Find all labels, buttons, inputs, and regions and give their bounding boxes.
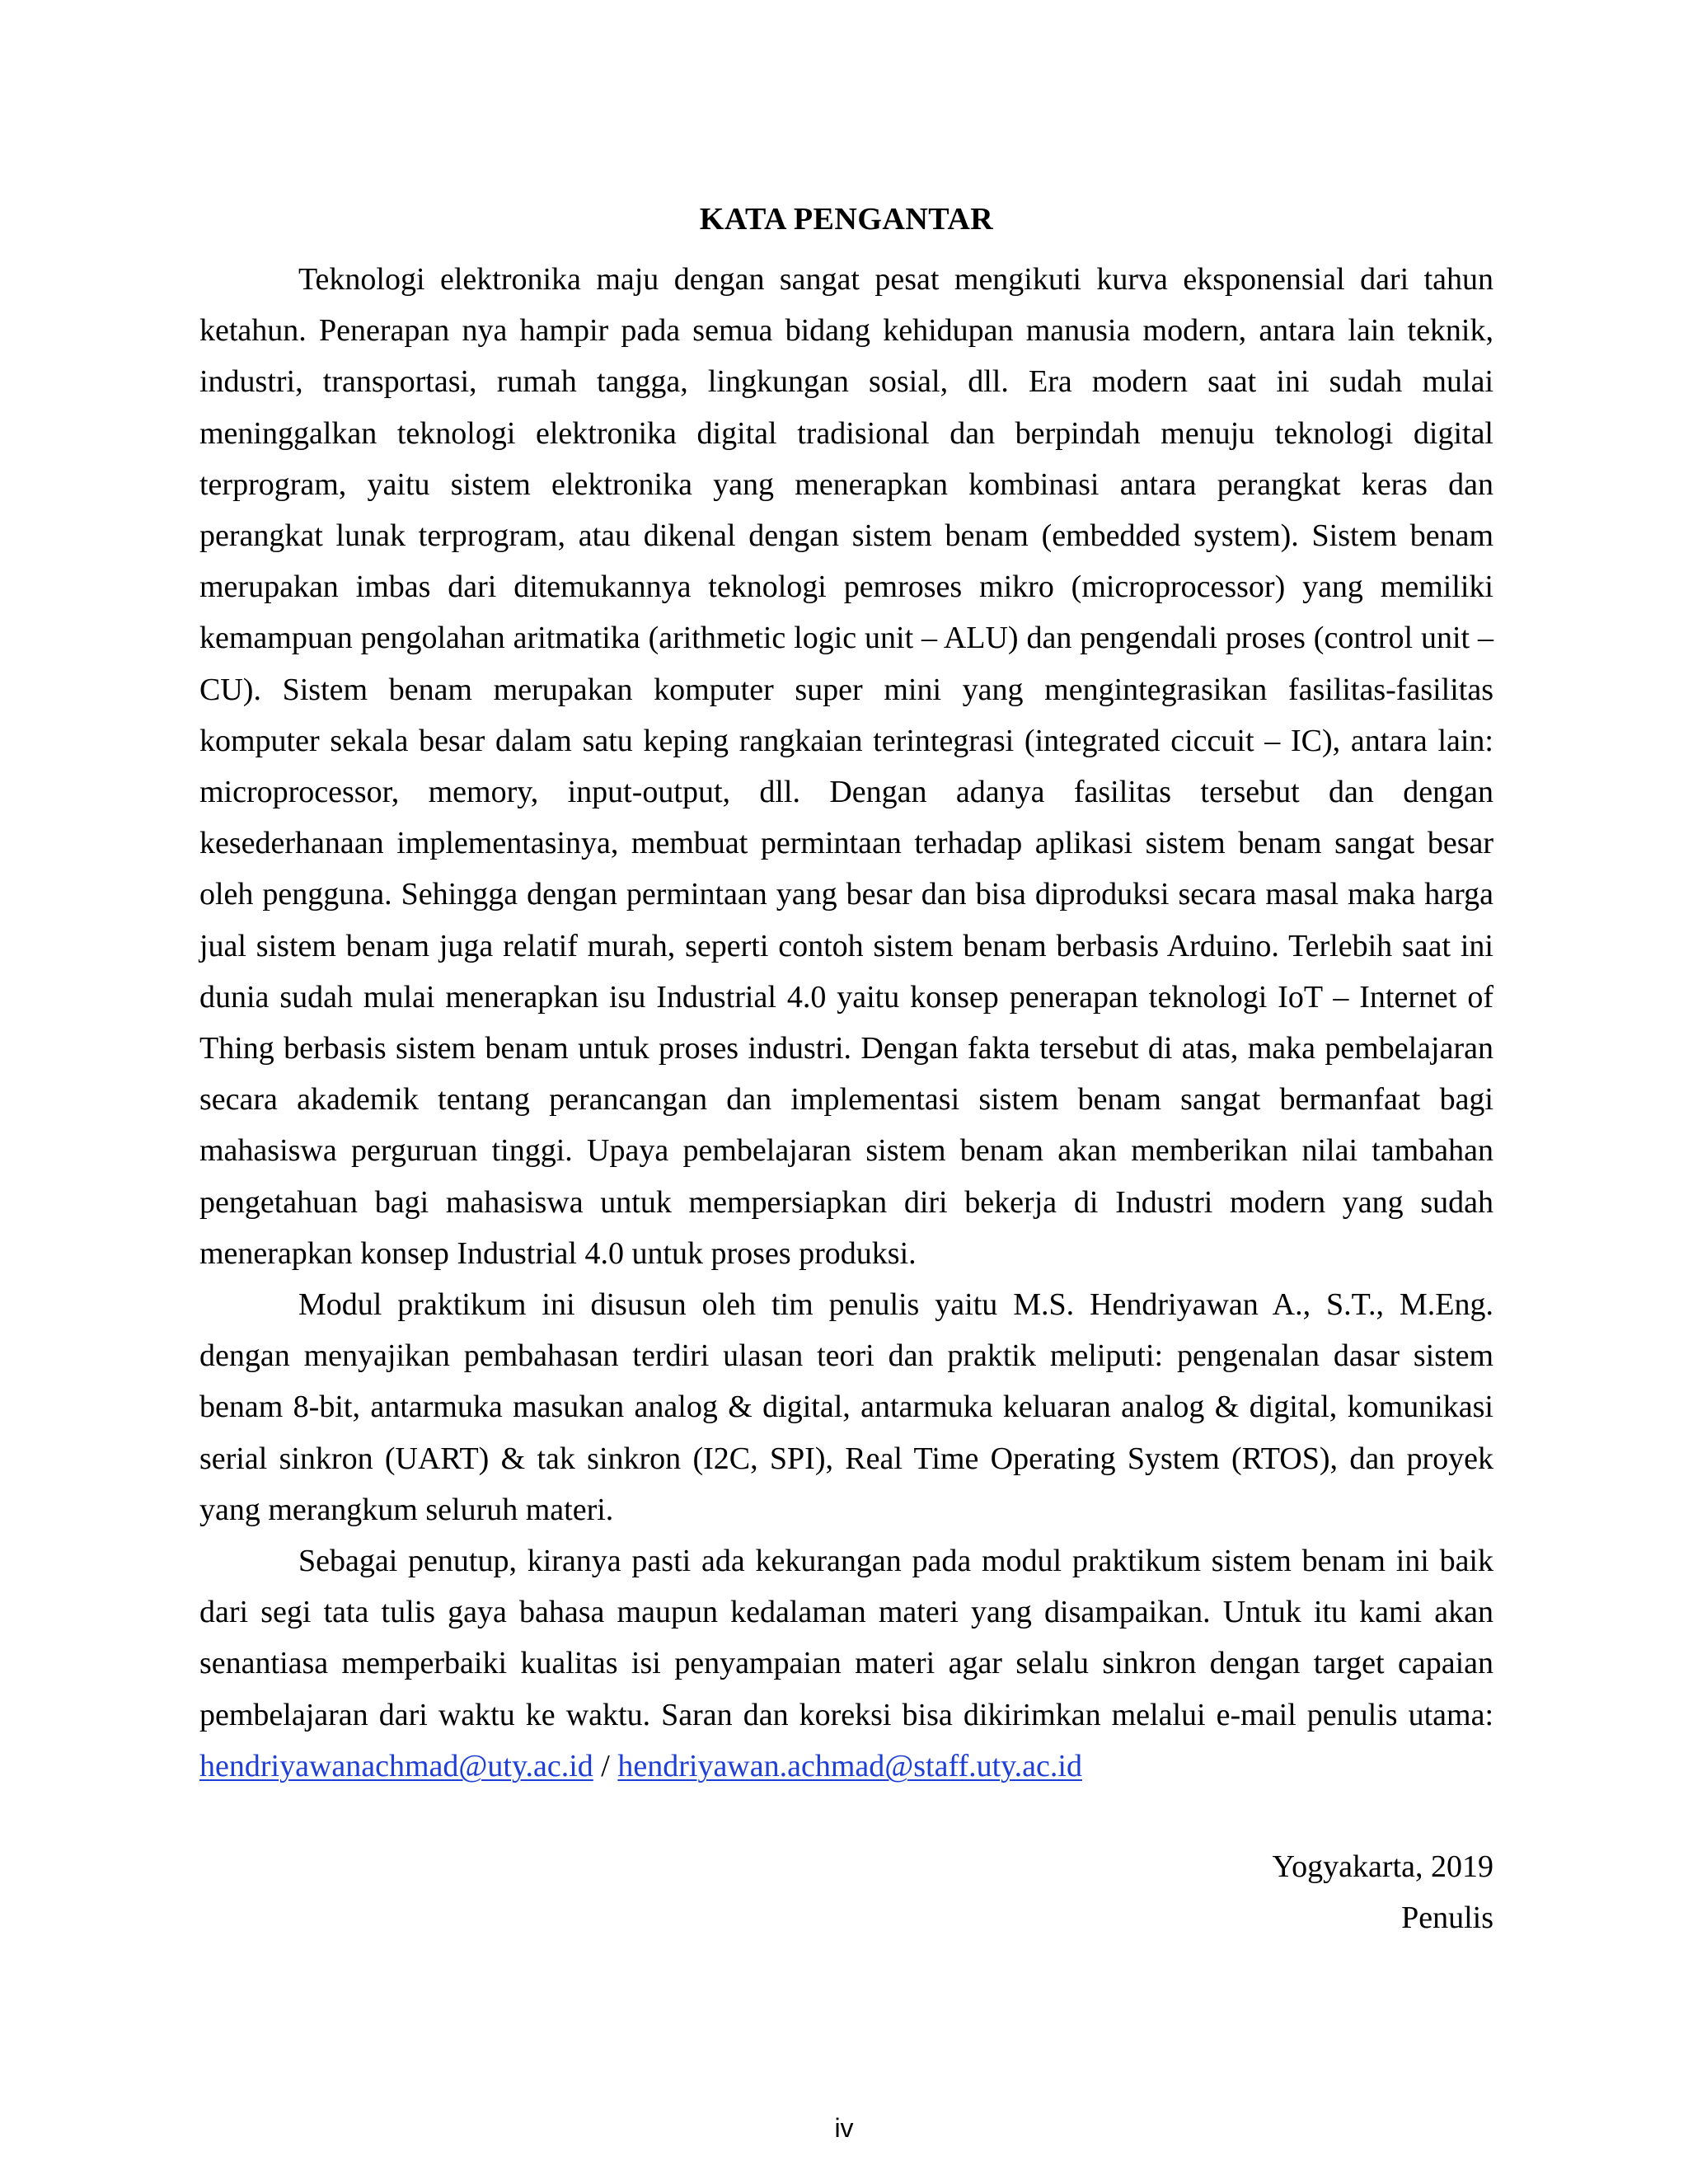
page-number: iv: [834, 2113, 854, 2143]
paragraph-module: Modul praktikum ini disusun oleh tim penulis yaitu M.S. Hendriyawan A., S.T., M.Eng. dengan menyajikan pembahasan terdiri ulasan teori dan praktik meliputi: pengenalan dasar sistem benam 8-bit, antarmuka masukan analog & digital, antarmuka keluaran analog & digital, komunikasi serial sinkron (UART) & tak sinkron (I2C, SPI), Real Time Operating System (RTOS), dan proyek yang merangkum seluruh materi.: [199, 1287, 1493, 1527]
paragraph-intro: Teknologi elektronika maju dengan sangat pesat mengikuti kurva eksponensial dari tahun ketahun. Penerapan nya hampir pada semua bidang kehidupan manusia modern, antara lain teknik, industri, transportasi, rumah tangga, lingkungan sosial, dll. Era modern saat ini sudah mulai meninggalkan teknologi elektronika digital tradisional dan berpindah menuju teknologi digital terprogram, yaitu sistem elektronika yang menerapkan kombinasi antara perangkat keras dan perangkat lunak terprogram, atau dikenal dengan sistem benam (embedded system). Sistem benam merupakan imbas dari ditemukannya teknologi pemroses mikro (microprocessor) yang memiliki kemampuan pengolahan aritmatika (arithmetic logic unit – ALU) dan pengendali proses (control unit – CU). Sistem benam merupakan komputer super mini yang mengintegrasikan fasilitas-fasilitas komputer sekala besar dalam satu keping rangkaian terintegrasi (integrated ciccuit – IC), antara lain: microprocessor, memory, input-output, dll. Dengan adanya fasilitas tersebut dan dengan kesederhanaan implementasinya, membuat permintaan terhadap aplikasi sistem benam sangat besar oleh pengguna. Sehingga dengan permintaan yang besar dan bisa diproduksi secara masal maka harga jual sistem benam juga relatif murah, seperti contoh sistem benam berbasis Arduino. Terlebih saat ini dunia sudah mulai menerapkan isu Industrial 4.0 yaitu konsep penerapan teknologi IoT – Internet of Thing berbasis sistem benam untuk proses industri. Dengan fakta tersebut di atas, maka pembelajaran secara akademik tentang perancangan dan implementasi sistem benam sangat bermanfaat bagi mahasiswa perguruan tinggi. Upaya pembelajaran sistem benam akan memberikan nilai tambahan pengetahuan bagi mahasiswa untuk mempersiapkan diri bekerja di Industri modern yang sudah menerapkan konsep Industrial 4.0 untuk proses produksi.: [199, 262, 1493, 1271]
email-link-secondary[interactable]: hendriyawan.achmad@staff.uty.ac.id: [617, 1748, 1082, 1783]
document-page: [199, 194, 1493, 1943]
email-link-primary[interactable]: hendriyawanachmad@uty.ac.id: [199, 1748, 593, 1783]
closing-text: Sebagai penutup, kiranya pasti ada kekurangan pada modul praktikum sistem benam ini baik dari segi tata tulis gaya bahasa maupun kedalaman materi yang disampaikan. Untuk itu kami akan senantiasa memperbaiki kualitas isi penyampaian materi agar selalu sinkron dengan target capaian pembelajaran dari waktu ke waktu. Saran dan koreksi bisa dikirimkan melalui e-mail penulis utama:: [199, 1544, 1493, 1732]
email-separator: /: [593, 1748, 618, 1783]
page-title: KATA PENGANTAR: [699, 202, 994, 237]
signature-author: Penulis: [1401, 1900, 1493, 1936]
signature-block: [199, 1841, 1493, 1943]
paragraph-closing: [199, 1535, 1493, 1792]
signature-place-date: Yogyakarta, 2019: [1272, 1849, 1493, 1885]
